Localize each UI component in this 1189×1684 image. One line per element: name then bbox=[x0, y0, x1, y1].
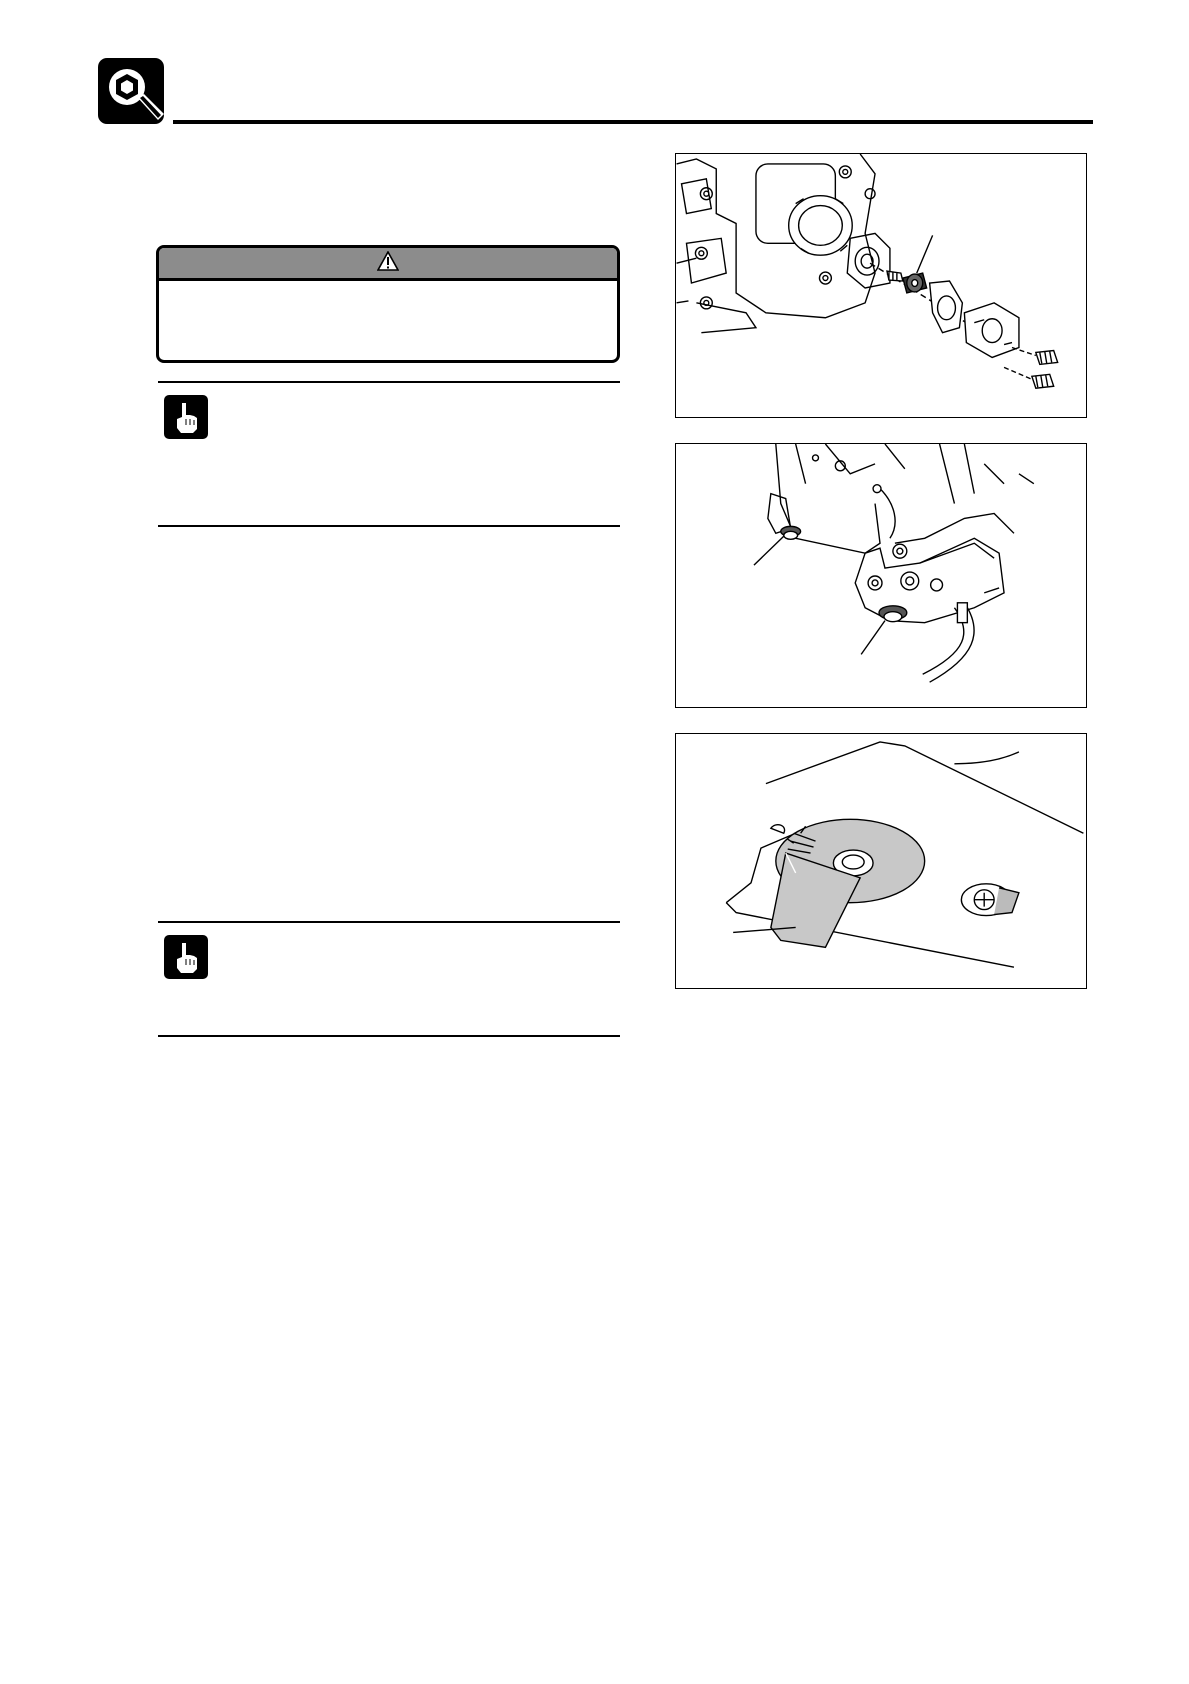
note-block bbox=[158, 381, 620, 527]
note-top-rule bbox=[158, 381, 620, 383]
thermostat-cover-exploded-illustration bbox=[675, 153, 1087, 418]
warning-header bbox=[159, 248, 617, 281]
pointing-hand-icon bbox=[164, 935, 208, 979]
wrench-nut-icon bbox=[98, 58, 168, 128]
note-bottom-rule bbox=[158, 1035, 620, 1037]
pointing-hand-icon bbox=[164, 395, 208, 439]
warning-box bbox=[156, 245, 620, 363]
warning-text bbox=[159, 281, 617, 297]
note-block bbox=[158, 921, 620, 1037]
note-bottom-rule bbox=[158, 525, 620, 527]
note-top-rule bbox=[158, 921, 620, 923]
lower-unit-drain-plugs-illustration bbox=[675, 443, 1087, 708]
trim-tab-anode-illustration bbox=[675, 733, 1087, 989]
header-rule bbox=[173, 120, 1093, 124]
warning-triangle-icon bbox=[377, 251, 399, 276]
